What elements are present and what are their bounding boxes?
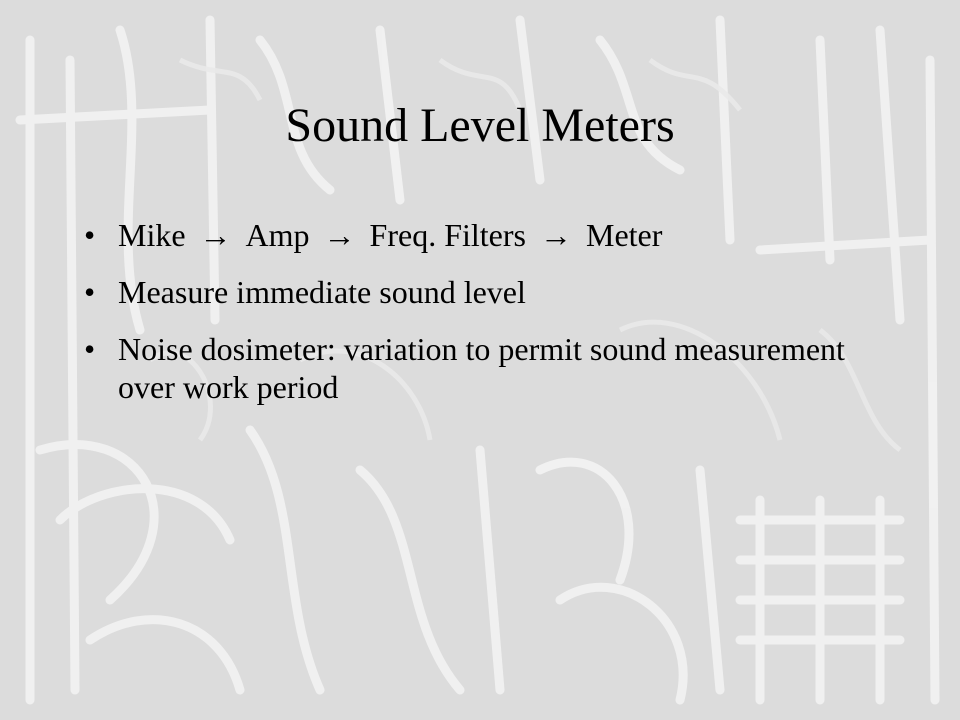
bullet-text: Measure immediate sound level [118, 274, 526, 310]
signal-chain-mike: Mike [118, 217, 186, 253]
bullet-text: Noise dosimeter: variation to permit sound measurement over work period [118, 331, 845, 405]
bullet-list [84, 216, 884, 425]
bullet-item [84, 273, 884, 311]
signal-chain-filters: Freq. Filters [369, 217, 526, 253]
bullet-marker: • [84, 274, 96, 310]
arrow-icon: → [539, 217, 572, 253]
bullet-item [84, 330, 884, 406]
bullet-marker: • [84, 217, 96, 253]
bullet-item [84, 216, 884, 254]
arrow-icon: → [199, 217, 232, 253]
signal-chain-meter: Meter [585, 217, 663, 253]
bullet-marker: • [84, 331, 96, 367]
signal-chain-amp: Amp [245, 217, 310, 253]
arrow-icon: → [323, 217, 356, 253]
slide-title: Sound Level Meters [285, 99, 675, 152]
